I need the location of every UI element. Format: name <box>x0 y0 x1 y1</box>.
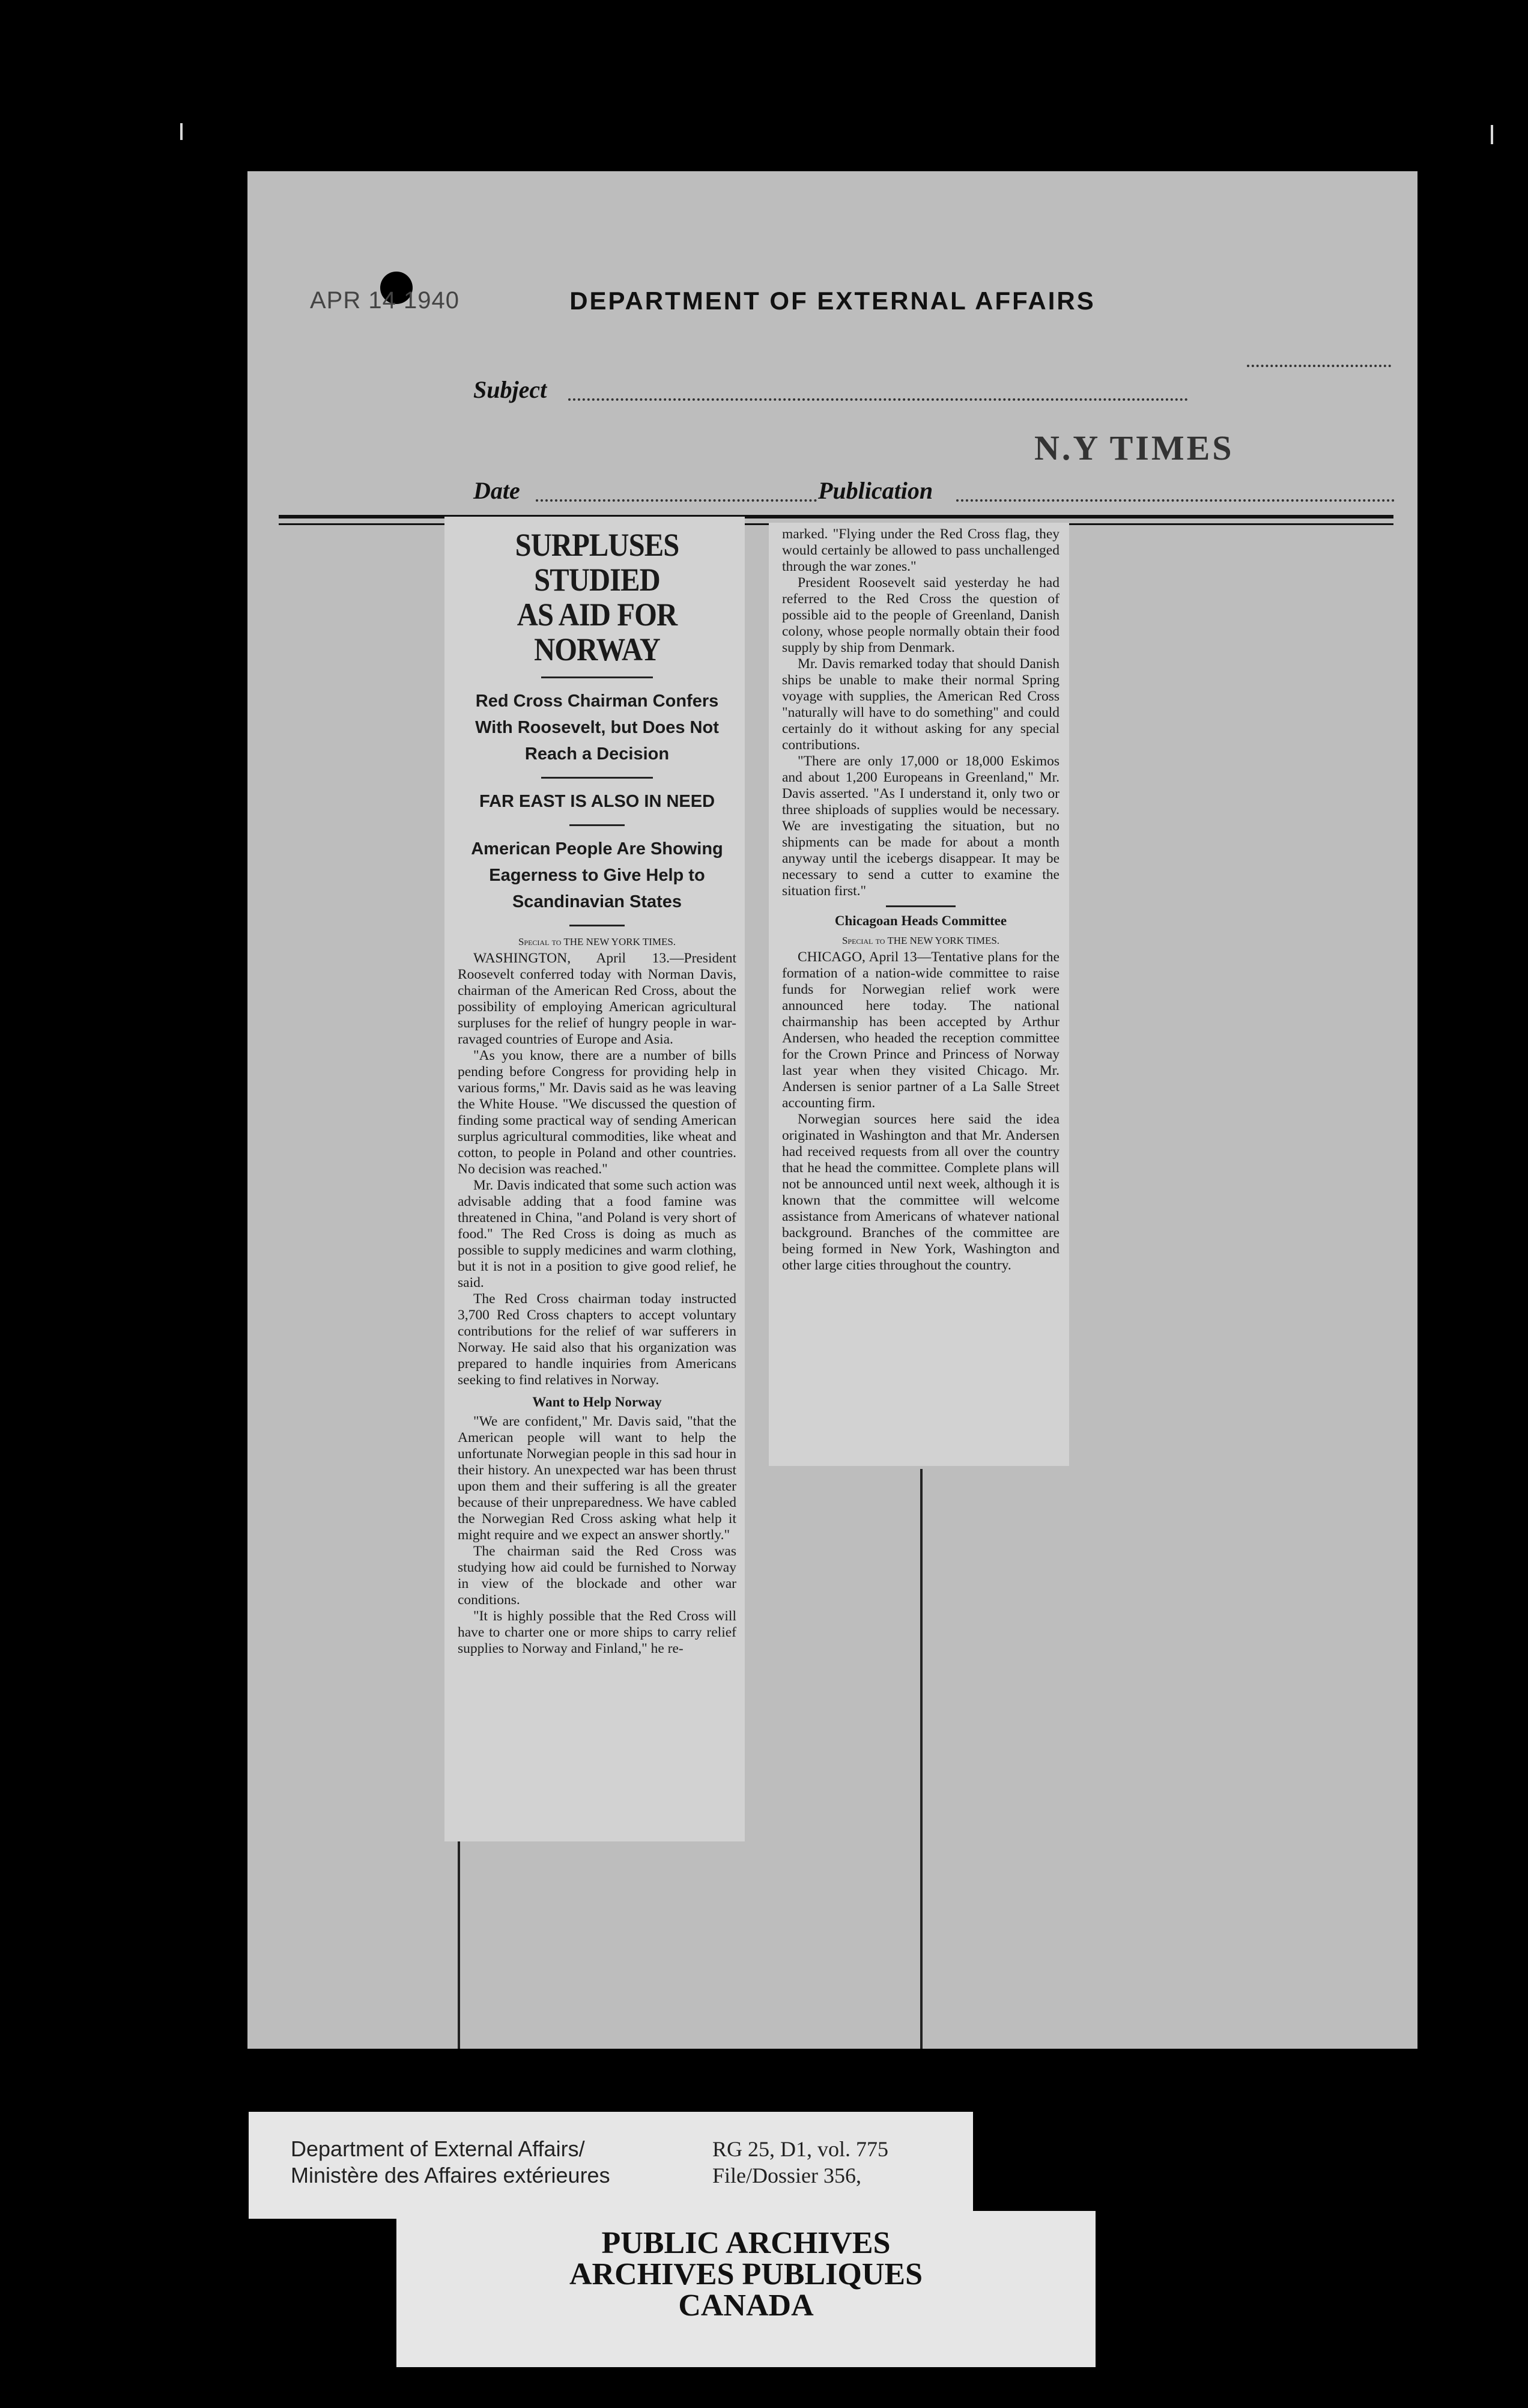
headline-line-2: AS AID FOR NORWAY <box>517 597 678 667</box>
date-line <box>536 499 817 502</box>
newspaper-clipping-left <box>444 517 745 1841</box>
archives-line-1: PUBLIC ARCHIVES <box>601 2226 891 2260</box>
separator <box>569 824 625 826</box>
deck-2: FAR EAST IS ALSO IN NEED <box>479 792 715 811</box>
subject-label: Subject <box>473 376 547 403</box>
publication-line <box>956 499 1395 502</box>
paragraph: "There are only 17,000 or 18,000 Eskimos and about 1,200 Europeans in Greenland," Mr. Davis asserted. "As I understand it, only two or three shiploads of supplies would be necessary. We are investigating the situation, but no shipments can be made for about a month anyway until the icebergs disappear. It may be necessary to send a cutter to examine the situation first." <box>782 753 1060 899</box>
archives-line-2: ARCHIVES PUBLIQUES <box>569 2257 923 2291</box>
deck-1: Red Cross Chairman Confers With Roosevelt, but Does Not Reach a Decision <box>475 692 719 764</box>
date-label: Date <box>473 477 520 504</box>
paragraph: Mr. Davis indicated that some such action was advisable adding that a food famine was threatened in China, "and Poland is very short of food." The Red Cross is doing as much as possible to supply medicines and warm clothing, but it is not in a position to give good relief, he said. <box>458 1178 736 1291</box>
separator <box>541 777 653 779</box>
paragraph: WASHINGTON, April 13.—President Roosevelt conferred today with Norman Davis, chairman of the American Red Cross, about the possibility of employing American agricultural surpluses for the relief of hungry people in war-ravaged countries of Europe and Asia. <box>458 950 736 1047</box>
paragraph: "As you know, there are a number of bills pending before Congress for providing help in various forms," Mr. Davis said as he was leaving the White House. "We discussed the question of finding some practical way of sending American surplus agricultural commodities, like wheat and cotton, to people in Poland and other countries. No decision was reached." <box>458 1048 736 1177</box>
paragraph: marked. "Flying under the Red Cross flag, they would certainly be allowed to pass unchallenged through the war zones." <box>782 526 1060 574</box>
publication-stamp: N.Y TIMES <box>1034 428 1234 467</box>
public-archives-stamp <box>396 2211 1096 2367</box>
dept-en: Department of External Affairs/ <box>291 2136 585 2161</box>
subheading: Want to Help Norway <box>532 1394 662 1409</box>
subheading: Chicagoan Heads Committee <box>834 913 1007 928</box>
separator <box>541 676 653 678</box>
paragraph: The chairman said the Red Cross was studying how aid could be furnished to Norway in view of the blockade and other war conditions. <box>458 1543 736 1608</box>
paragraph: Mr. Davis remarked today that should Danish ships be unable to make their normal Spring voyage with supplies, the American Red Cross "naturally will have to do something" and could certainly do it without asking for any special contributions. <box>782 656 1060 753</box>
archive-reference-label <box>249 2112 973 2219</box>
separator <box>569 925 625 926</box>
dept-fr: Ministère des Affaires extérieures <box>291 2163 610 2188</box>
ref-file: File/Dossier 356, <box>712 2163 861 2188</box>
dateline-credit: Special to THE NEW YORK TIMES. <box>518 936 676 947</box>
film-mark <box>180 123 183 140</box>
archives-line-3: CANADA <box>678 2288 814 2323</box>
ref-volume: RG 25, D1, vol. 775 <box>712 2137 889 2161</box>
publication-label: Publication <box>818 477 933 504</box>
newspaper-clipping-right <box>769 523 1069 1466</box>
column-line-right <box>920 1469 923 2049</box>
deck-3: American People Are Showing Eagerness to Give Help to Scandinavian States <box>471 839 723 911</box>
subject-line <box>568 398 1188 401</box>
film-mark <box>1491 125 1493 144</box>
paragraph: Norwegian sources here said the idea originated in Washington and that Mr. Andersen had received requests from all over the country that he head the committee. Complete plans will not be announced until next week, although it is known that the committee will welcome assistance from Americans of whatever national background. Branches of the committee are being formed in New York, Washington and other large cities throughout the country. <box>782 1111 1060 1273</box>
headline-line-1: SURPLUSES STUDIED <box>515 527 679 598</box>
dateline-credit: Special to THE NEW YORK TIMES. <box>841 935 1000 946</box>
separator <box>886 905 956 907</box>
paragraph: "It is highly possible that the Red Cross will have to charter one or more ships to carry relief supplies to Norway and Finland," he re- <box>458 1608 736 1656</box>
paragraph: "We are confident," Mr. Davis said, "that the American people will want to help the unfortunate Norwegian people in this sad hour in their history. An unexpected war has been thrust upon them and their suffering is all the greater because of their unpreparedness. We have cabled the Norwegian Red Cross asking what help it might require and we expect an answer shortly." <box>458 1414 736 1543</box>
paragraph: CHICAGO, April 13—Tentative plans for the formation of a nation-wide committee to raise funds for Norwegian relief work were announced here today. The national chairmanship has been accepted by Arthur Andersen, who headed the reception committee for the Crown Prince and Princess of Norway last year when they visited Chicago. Mr. Andersen is senior partner of a La Salle Street accounting firm. <box>782 949 1060 1111</box>
date-stamp: APR 14 1940 <box>310 287 459 314</box>
paragraph: President Roosevelt said yesterday he had referred to the Red Cross the question of possible aid to the people of Greenland, Danish colony, whose people normally obtain their food supply by ship from Denmark. <box>782 575 1060 655</box>
paragraph: The Red Cross chairman today instructed 3,700 Red Cross chapters to accept voluntary contributions for the relief of war sufferers in Norway. He said also that his organization was prepared to handle inquiries from Americans seeking to find relatives in Norway. <box>458 1291 736 1388</box>
corner-line <box>1247 365 1391 367</box>
department-heading: DEPARTMENT OF EXTERNAL AFFAIRS <box>569 287 1096 315</box>
